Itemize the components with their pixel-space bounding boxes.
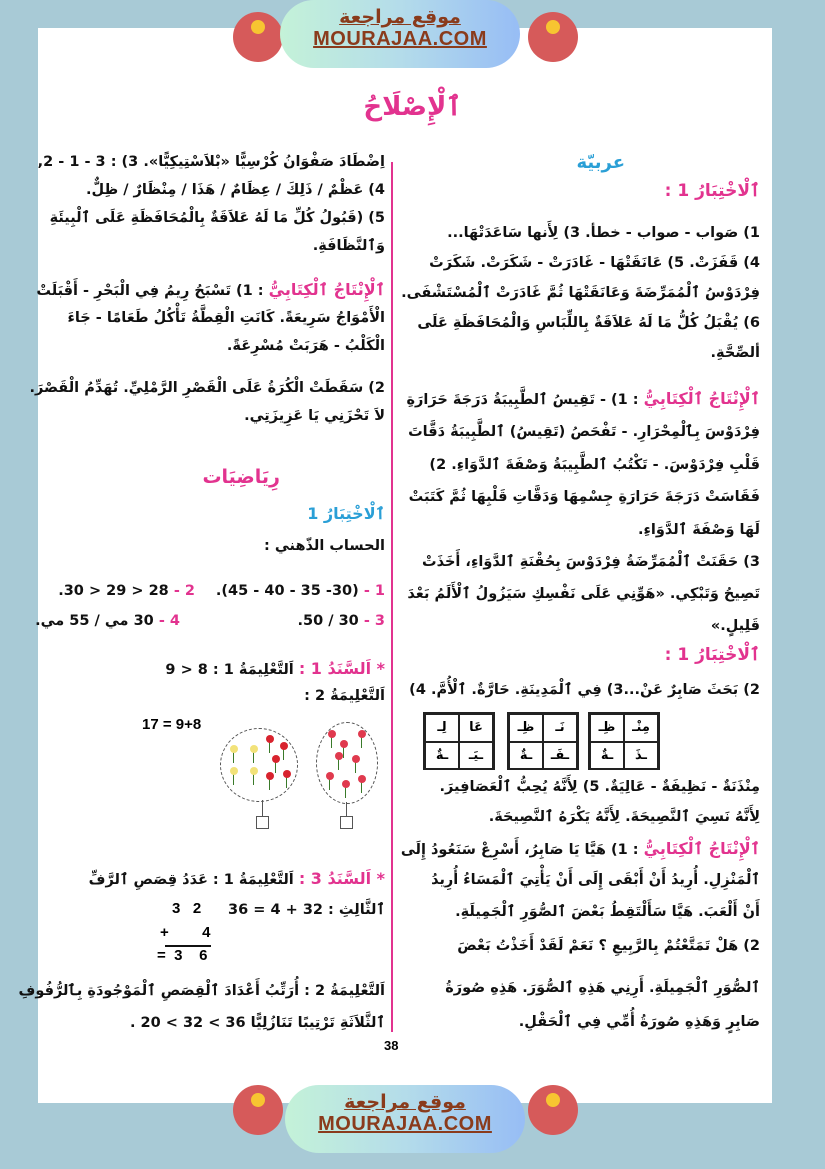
- site-name-en: MOURAJAA.COM: [318, 1113, 492, 1135]
- text-line: 2) هَلْ تَمَتَّعْتُمْ بِالرَّبِيعِ ؟ نَعَمْ لَقَدْ أَخَذْتُ بَعْضَ: [457, 938, 760, 954]
- grid-cell: عَا: [459, 714, 493, 742]
- red-flower-icon: [335, 752, 343, 760]
- math-subject: رِيَاضِيَات: [202, 466, 280, 488]
- syllable-grid: [423, 712, 495, 770]
- math-item: [216, 580, 385, 602]
- arabic-test2-title: ٱلْاخْتِبَارُ 1 :: [664, 645, 760, 665]
- red-flower-icon: [283, 770, 291, 778]
- text-line: 4) عَظْمٌ / ذَلِكَ / عِظَامٌ / هَذَا / مِنْظَارٌ / ظِلٌّ.: [86, 182, 385, 198]
- grid-cell: ـذَ: [624, 742, 658, 770]
- math-item: [297, 610, 385, 632]
- book-icon: [251, 20, 265, 34]
- red-flower-icon: [272, 755, 280, 763]
- item-number: 4 -: [158, 613, 180, 629]
- text-span: : 1) - تَقِيسُ ٱلطَّبِيبَةُ دَرَجَةَ حَرَارَةِ: [406, 392, 644, 408]
- grid-cell: ـفَـ: [543, 742, 577, 770]
- text-line: قَلِيلٍ.»: [710, 618, 760, 634]
- text-line: لِأَنَّهُ نَسِيَ ٱلنَّصِيحَةَ. لِأَنَّهُ يَكْرَهُ ٱلنَّصِيحَةَ.: [488, 809, 760, 825]
- flower-group-red: [316, 722, 378, 804]
- text-line: 4) قَفَزَتْ. 5) عَانَقَتْهَا - غَادَرَتْ - شَكَرَتْ. شَكَرَتْ: [429, 255, 760, 271]
- text-line: مِنْذَنَةٌ - نَظِيفَةٌ - عَالِيَةٌ. 5) لِأَنَّهُ يُحِبُّ ٱلْعَصَافِيرَ.: [439, 779, 760, 795]
- column-add-row1: 3 2: [172, 900, 202, 917]
- text-span: : 1) تَسْبَحُ رِيمُ فِي الْبَحْرِ - أَقْبَلَتْ: [36, 283, 269, 299]
- red-flower-icon: [266, 772, 274, 780]
- text-line: 3) حَقَنَتْ ٱلْمُمَرِّضَةُ فِرْدَوْسَ بِحُقْنَةِ ٱلدَّوَاءِ، أَخَذَتْ: [422, 554, 760, 570]
- text-line: فِرْدَوْسُ ٱلْمُمَرِّضَةَ وَعَانَقَتْهَا ثُمَّ غَادَرَتْ ٱلْمُسْتَشْفَى.: [401, 285, 760, 301]
- grid-cell: ـةٌ: [425, 742, 459, 770]
- book-icon: [251, 1093, 265, 1107]
- red-flower-icon: [342, 780, 350, 788]
- text-line: 6) يُقْبَلُ كُلُّ مَا لَهُ عَلاَقَةٌ بِاللِّبَاسِ وَالْمُحَافَظَةِ عَلَى: [417, 315, 760, 331]
- text-span: اَلتَّعْلِيمَةُ 1 : عَدَدُ قِصَصِ ٱلرَّفِّ: [88, 872, 299, 888]
- yellow-flower-icon: [250, 745, 258, 753]
- text-line: اَلتَّعْلِيمَةُ 2 : أُرَتِّبُ أَعْدَادَ ٱلْقِصَصِ ٱلْمَوْجُودَةِ بِٱلرُّفُوفِ: [18, 983, 385, 999]
- column-divider: [391, 162, 393, 1032]
- sum-expression: [142, 716, 201, 733]
- book-icon: [546, 20, 560, 34]
- sanad-label: * اَلسَّنَدُ 3 :: [298, 869, 385, 888]
- item-answer: 28 < 29 < 30.: [58, 583, 169, 599]
- answer-box[interactable]: [256, 816, 269, 829]
- mental-calc-label: الحساب الذّهني :: [264, 538, 385, 554]
- site-banner-bottom[interactable]: [285, 1085, 525, 1153]
- answer-box[interactable]: [340, 816, 353, 829]
- site-logo-left: [233, 12, 283, 62]
- text-line: 2) سَقَطَتْ الْكُرَةُ عَلَى الْقَصْرِ الرَّمْلِيِّ. تُهَدِّمُ الْقَصْرَ.: [29, 380, 385, 396]
- red-flower-icon: [340, 740, 348, 748]
- grid-cell: ظِـ: [590, 714, 624, 742]
- writing-title: ٱلْإِنْتَاجُ ٱلْكِتَابِيُّ: [643, 389, 760, 408]
- text-line: صَابِرٍ وَهَذِهِ صُورَةُ أُمِّي فِي ٱلْحَقْلِ.: [518, 1014, 760, 1030]
- grid-cell: مِنْـ: [624, 714, 658, 742]
- grid-cell: ظِـ: [509, 714, 543, 742]
- item-answer: 30 / 50.: [297, 613, 359, 629]
- column-add-result: = 3 6: [157, 947, 208, 964]
- left-writing-line: [36, 279, 385, 302]
- sanad-label: * اَلسَّنَدُ 1 :: [298, 659, 385, 678]
- connector-line: [262, 800, 263, 816]
- red-flower-icon: [352, 755, 360, 763]
- red-flower-icon: [326, 772, 334, 780]
- text-span: اَلتَّعْلِيمَةُ 1 : 8 < 9: [165, 662, 299, 678]
- text-line: اِضْطَادَ صَفْوَانُ كُرْسِيًّا «بْلاَسْتِيكِيًّا». 3) : 3 - 1 - 2,: [37, 154, 385, 170]
- text-line: وَٱلنَّظَافَةِ.: [312, 238, 385, 254]
- text-line: قَلْبِ فِرْدَوْسَ. - تَكْتُبُ ٱلطَّبِيبَةُ وَصْفَةَ ٱلدَّوَاءِ. 2): [429, 457, 760, 473]
- text-line: لاَ تَحْزَنِي يَا عَزِيزَتِي.: [244, 408, 385, 424]
- text-line: 1) صَواب - صواب - خطأ. 3) لِأَنها سَاعَدَتْهَا...: [447, 225, 760, 241]
- site-name-ar: موقع مراجعة: [339, 6, 461, 28]
- red-flower-icon: [266, 735, 274, 743]
- text-line: ٱلصُّوَرِ ٱلْجَمِيلَةِ. أَرِنِي هَذِهِ ٱلصُّوَرَ. هَذِهِ صُورَةُ: [445, 980, 760, 996]
- grid-cell: نَـ: [543, 714, 577, 742]
- page-number: 38: [384, 1038, 399, 1053]
- site-name-ar: موقع مراجعة: [344, 1091, 466, 1113]
- arabic-writing2-line: [401, 838, 760, 861]
- grid-cell: ـيَـ: [459, 742, 493, 770]
- item-number: 2 -: [173, 583, 195, 599]
- site-logo-right: [528, 1085, 578, 1135]
- sanad1-line: [165, 658, 385, 681]
- page-title: ٱلْإِصْلَاحُ: [363, 92, 462, 122]
- item-number: 3 -: [363, 613, 385, 629]
- grid-cell: لِـ: [425, 714, 459, 742]
- connector-line: [346, 802, 347, 816]
- red-flower-icon: [358, 730, 366, 738]
- text-span: : 1) هَيَّا يَا صَابِرُ، أَسْرِعْ سَنَعُودُ إِلَى: [400, 842, 644, 858]
- site-name-en: MOURAJAA.COM: [313, 28, 487, 50]
- yellow-flower-icon: [230, 745, 238, 753]
- text-line: 2) بَحَثَ صَابِرٌ عَنْ...3) فِي ٱلْمَدِينَةِ. حَارَّةٌ. ٱلْأُمَّ. 4): [409, 682, 760, 698]
- text-line: ٱلثَّالِثِ : 32 + 4 = 36: [228, 902, 385, 918]
- column-add-row2: + 4: [160, 924, 211, 941]
- flower-group-mixed: [220, 728, 298, 802]
- text-line: الْكَلْبُ - هَرَبَتْ مُسْرِعَةً.: [226, 338, 385, 354]
- yellow-flower-icon: [250, 767, 258, 775]
- math-test-title: ٱلْاخْتِبَارُ 1: [307, 504, 385, 523]
- site-banner-top[interactable]: [280, 0, 520, 68]
- arabic-test1-title: ٱلْاخْتِبَارُ 1 :: [664, 181, 760, 201]
- text-line: لَهَا وَصْفَةَ ٱلدَّوَاءِ.: [637, 522, 760, 538]
- syllable-grid: [588, 712, 660, 770]
- text-line: اَلتَّعْلِيمَةُ 2 :: [304, 688, 385, 704]
- writing-title: ٱلْإِنْتَاجُ ٱلْكِتَابِيُّ: [268, 280, 385, 299]
- text-line: ٱلْمَنْزِلِ. أُرِيدُ أَنْ أَبْقَى إِلَى أَنْ يَأْتِيَ ٱلْمَسَاءُ أُرِيدُ: [431, 872, 760, 888]
- item-answer: (30- 35 - 40 - 45).: [215, 583, 359, 599]
- text-line: 5) (قَبُولُ كُلِّ مَا لَهُ عَلاَقَةٌ بِالْمُحَافَظَةِ عَلَى ٱلْبِيئَةِ: [49, 210, 385, 226]
- text-line: أَنْ أَلْعَبَ. هَيَّا سَأَلْتَقِطُ بَعْضَ ٱلصُّوَرِ ٱلْجَمِيلَةِ.: [455, 904, 760, 920]
- item-answer: 30 مي / 55 مي.: [35, 613, 154, 629]
- arabic-subject: عربيّة: [576, 152, 625, 173]
- sanad3-line: [89, 868, 385, 891]
- math-item: [58, 580, 195, 602]
- syllable-grid: [507, 712, 579, 770]
- book-icon: [546, 1093, 560, 1107]
- writing-title: ٱلْإِنْتَاجُ ٱلْكِتَابِيُّ: [643, 839, 760, 858]
- text-line: ٱلثَّلاَثَةِ تَرْتِيبًا تَنَازُلِيًّا 36 > 32 > 20 .: [129, 1015, 385, 1031]
- red-flower-icon: [328, 730, 336, 738]
- sum-text: 17 = 9+8: [142, 716, 202, 733]
- site-logo-left: [233, 1085, 283, 1135]
- grid-cell: ـةٌ: [509, 742, 543, 770]
- text-line: ألصِّحَّةِ.: [710, 345, 760, 361]
- red-flower-icon: [280, 742, 288, 750]
- text-line: الْأَمْوَاجُ سَرِيعَةً. كَانَتِ الْقِطَّةُ تَأْكُلُ طَعَامًا - جَاءَ: [67, 310, 385, 326]
- item-number: 1 -: [363, 583, 385, 599]
- grid-cell: ـةٌ: [590, 742, 624, 770]
- yellow-flower-icon: [230, 767, 238, 775]
- text-line: تَصِيحُ وَتَبْكِي. «هَوِّنِي عَلَى نَفْسِكِ سَيَزُولُ ٱلْأَلَمُ بَعْدَ: [407, 586, 760, 602]
- text-line: فِرْدَوْسَ بِٱلْمِحْرَارِ. - تَفْحَصُ (تَقِيسُ) ٱلطَّبِيبَةُ دَقَّاتَ: [408, 424, 760, 440]
- arabic-writing-line: [406, 388, 760, 411]
- red-flower-icon: [358, 775, 366, 783]
- math-item: [35, 610, 180, 632]
- text-line: فَقَاسَتْ دَرَجَةَ حَرَارَةِ جِسْمِهَا وَدَقَّاتِ قَلْبِهَا ثُمَّ كَتَبَتْ: [408, 489, 760, 505]
- site-logo-right: [528, 12, 578, 62]
